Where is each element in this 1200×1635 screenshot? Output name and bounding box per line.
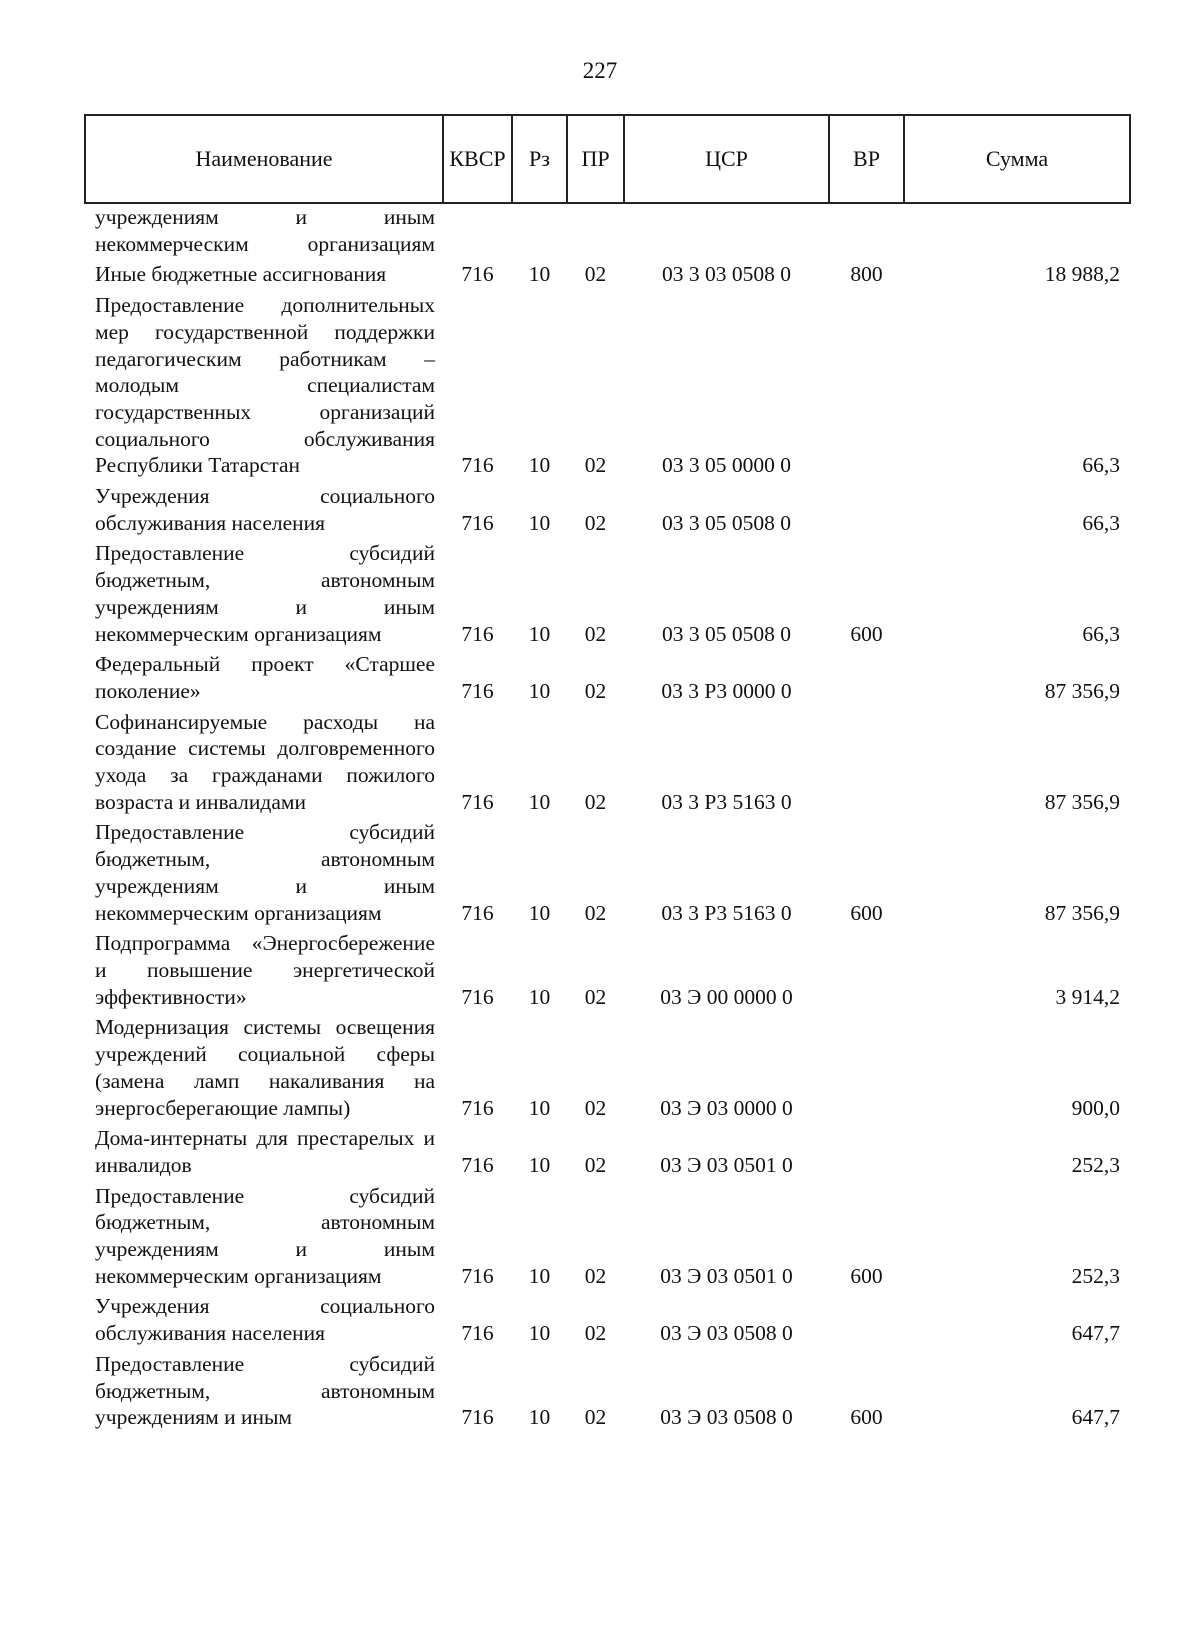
row-sum: 87 356,9 bbox=[1044, 789, 1120, 814]
row-name: Учреждения социального обслуживания населения bbox=[95, 484, 435, 535]
row-sum: 66,3 bbox=[1082, 621, 1120, 646]
row-name: Софинансируемые расходы на создание системы долговременного ухода за гражданами пожилого возраста и инвалидами bbox=[95, 709, 435, 814]
row-vr bbox=[829, 292, 904, 483]
row-kvsr: 716 bbox=[461, 1152, 494, 1177]
row-kvsr: 716 bbox=[461, 1263, 494, 1288]
row-pr: 02 bbox=[584, 262, 607, 287]
row-kvsr: 716 bbox=[461, 510, 494, 535]
row-pr: 02 bbox=[584, 678, 607, 703]
row-csr: 03 3 03 0508 0 bbox=[662, 262, 791, 287]
row-rz: 10 bbox=[528, 1321, 551, 1346]
row-rz: 10 bbox=[528, 262, 551, 287]
row-rz: 10 bbox=[528, 984, 551, 1009]
row-vr bbox=[829, 1125, 904, 1182]
header-kvsr: КВСР bbox=[443, 115, 512, 203]
row-vr bbox=[829, 203, 904, 261]
row-csr: 03 3 05 0508 0 bbox=[662, 510, 791, 535]
row-sum: 87 356,9 bbox=[1044, 900, 1120, 925]
row-csr: 03 Э 03 0508 0 bbox=[660, 1321, 793, 1346]
row-vr: 600 bbox=[850, 1405, 883, 1430]
row-rz: 10 bbox=[528, 1152, 551, 1177]
row-sum: 647,7 bbox=[1071, 1405, 1120, 1430]
row-name: Предоставление дополнительных мер государственной поддержки педагогическим работникам – молодым специалистам государственных организаций социального обслуживания Республики Татарстан bbox=[95, 293, 435, 478]
row-csr: 03 3 05 0508 0 bbox=[662, 621, 791, 646]
row-kvsr: 716 bbox=[461, 621, 494, 646]
row-vr: 600 bbox=[850, 1263, 883, 1288]
row-csr bbox=[624, 203, 829, 261]
header-rz: Рз bbox=[512, 115, 567, 203]
row-kvsr: 716 bbox=[461, 789, 494, 814]
row-vr bbox=[829, 1014, 904, 1125]
row-csr: 03 3 P3 5163 0 bbox=[661, 789, 792, 814]
row-pr: 02 bbox=[584, 510, 607, 535]
table-row bbox=[85, 651, 1130, 708]
row-pr: 02 bbox=[584, 900, 607, 925]
row-kvsr: 716 bbox=[461, 678, 494, 703]
table-row bbox=[85, 483, 1130, 540]
row-name: Предоставление субсидий бюджетным, автономным учреждениям и иным bbox=[95, 1351, 435, 1430]
row-rz bbox=[512, 203, 567, 261]
row-sum: 3 914,2 bbox=[1055, 984, 1120, 1009]
row-kvsr: 716 bbox=[461, 453, 494, 478]
row-pr: 02 bbox=[584, 621, 607, 646]
row-rz: 10 bbox=[528, 678, 551, 703]
row-name: Федеральный проект «Старшее поколение» bbox=[95, 652, 435, 703]
header-pr: ПР bbox=[567, 115, 624, 203]
row-pr: 02 bbox=[584, 789, 607, 814]
table-row bbox=[85, 819, 1130, 930]
table-row bbox=[85, 709, 1130, 820]
table-row bbox=[85, 1014, 1130, 1125]
row-sum: 66,3 bbox=[1082, 510, 1120, 535]
table-row bbox=[85, 261, 1130, 292]
row-kvsr: 716 bbox=[461, 262, 494, 287]
row-kvsr: 716 bbox=[461, 1405, 494, 1430]
row-sum: 647,7 bbox=[1071, 1321, 1120, 1346]
row-pr: 02 bbox=[584, 1095, 607, 1120]
table-header-row bbox=[85, 115, 1130, 203]
page-number: 227 bbox=[582, 58, 618, 83]
row-name: Предоставление субсидий бюджетным, автономным учреждениям и иным некоммерческим организациям bbox=[95, 1183, 435, 1288]
header-sum: Сумма bbox=[904, 115, 1130, 203]
row-csr: 03 Э 03 0501 0 bbox=[660, 1152, 793, 1177]
row-csr: 03 3 05 0000 0 bbox=[662, 453, 791, 478]
row-vr: 800 bbox=[850, 262, 883, 287]
row-rz: 10 bbox=[528, 510, 551, 535]
row-name: Модернизация системы освещения учреждений социальной сферы (замена ламп накаливания на энергосберегающие лампы) bbox=[95, 1015, 435, 1120]
row-pr: 02 bbox=[584, 1263, 607, 1288]
table-row bbox=[85, 292, 1130, 483]
row-kvsr: 716 bbox=[461, 900, 494, 925]
row-csr: 03 3 P3 0000 0 bbox=[661, 678, 792, 703]
row-csr: 03 Э 00 0000 0 bbox=[660, 984, 793, 1009]
row-csr: 03 Э 03 0000 0 bbox=[660, 1095, 793, 1120]
row-vr bbox=[829, 930, 904, 1014]
row-sum: 252,3 bbox=[1071, 1263, 1120, 1288]
row-sum: 87 356,9 bbox=[1044, 678, 1120, 703]
table-row bbox=[85, 1183, 1130, 1294]
row-rz: 10 bbox=[528, 900, 551, 925]
row-name: Предоставление субсидий бюджетным, автономным учреждениям и иным некоммерческим организациям bbox=[95, 820, 435, 925]
row-rz: 10 bbox=[528, 1263, 551, 1288]
row-name: Учреждения социального обслуживания населения bbox=[95, 1294, 435, 1346]
header-vr: ВР bbox=[829, 115, 904, 203]
row-name: Предоставление субсидий бюджетным, автономным учреждениям и иным некоммерческим организациям bbox=[95, 541, 435, 646]
row-pr: 02 bbox=[584, 1405, 607, 1430]
row-sum: 18 988,2 bbox=[1044, 262, 1120, 287]
table-row bbox=[85, 540, 1130, 651]
row-rz: 10 bbox=[528, 1095, 551, 1120]
row-vr: 600 bbox=[850, 621, 883, 646]
table-row bbox=[85, 1293, 1130, 1350]
header-name: Наименование bbox=[85, 115, 443, 203]
row-pr: 02 bbox=[584, 1321, 607, 1346]
row-vr bbox=[829, 651, 904, 708]
row-csr: 03 Э 03 0508 0 bbox=[660, 1405, 793, 1430]
table-row bbox=[85, 1351, 1130, 1435]
row-pr: 02 bbox=[584, 453, 607, 478]
row-vr bbox=[829, 1293, 904, 1350]
row-rz: 10 bbox=[528, 789, 551, 814]
row-kvsr: 716 bbox=[461, 1095, 494, 1120]
row-name: Иные бюджетные ассигнования bbox=[95, 262, 387, 287]
row-kvsr: 716 bbox=[461, 1321, 494, 1346]
table-row bbox=[85, 203, 1130, 261]
header-csr: ЦСР bbox=[624, 115, 829, 203]
row-csr: 03 Э 03 0501 0 bbox=[660, 1263, 793, 1288]
table-body bbox=[85, 203, 1130, 1435]
row-vr: 600 bbox=[850, 900, 883, 925]
row-rz: 10 bbox=[528, 1405, 551, 1430]
row-vr bbox=[829, 709, 904, 820]
row-name: Подпрограмма «Энергосбережение и повышение энергетической эффективности» bbox=[95, 931, 435, 1009]
row-name: Дома-интернаты для престарелых и инвалидов bbox=[95, 1126, 435, 1177]
row-csr: 03 3 P3 5163 0 bbox=[661, 900, 792, 925]
row-kvsr bbox=[443, 203, 512, 261]
row-pr: 02 bbox=[584, 1152, 607, 1177]
row-kvsr: 716 bbox=[461, 984, 494, 1009]
row-sum: 66,3 bbox=[1082, 453, 1120, 478]
table-row bbox=[85, 930, 1130, 1014]
row-pr bbox=[567, 203, 624, 261]
row-sum: 252,3 bbox=[1071, 1152, 1120, 1177]
row-sum bbox=[904, 203, 1130, 261]
row-sum: 900,0 bbox=[1071, 1095, 1120, 1120]
budget-table bbox=[84, 114, 1131, 1435]
row-pr: 02 bbox=[584, 984, 607, 1009]
row-rz: 10 bbox=[528, 621, 551, 646]
row-name: учреждениям и иным некоммерческим организациям bbox=[95, 205, 435, 256]
row-vr bbox=[829, 483, 904, 540]
table-row bbox=[85, 1125, 1130, 1182]
row-rz: 10 bbox=[528, 453, 551, 478]
